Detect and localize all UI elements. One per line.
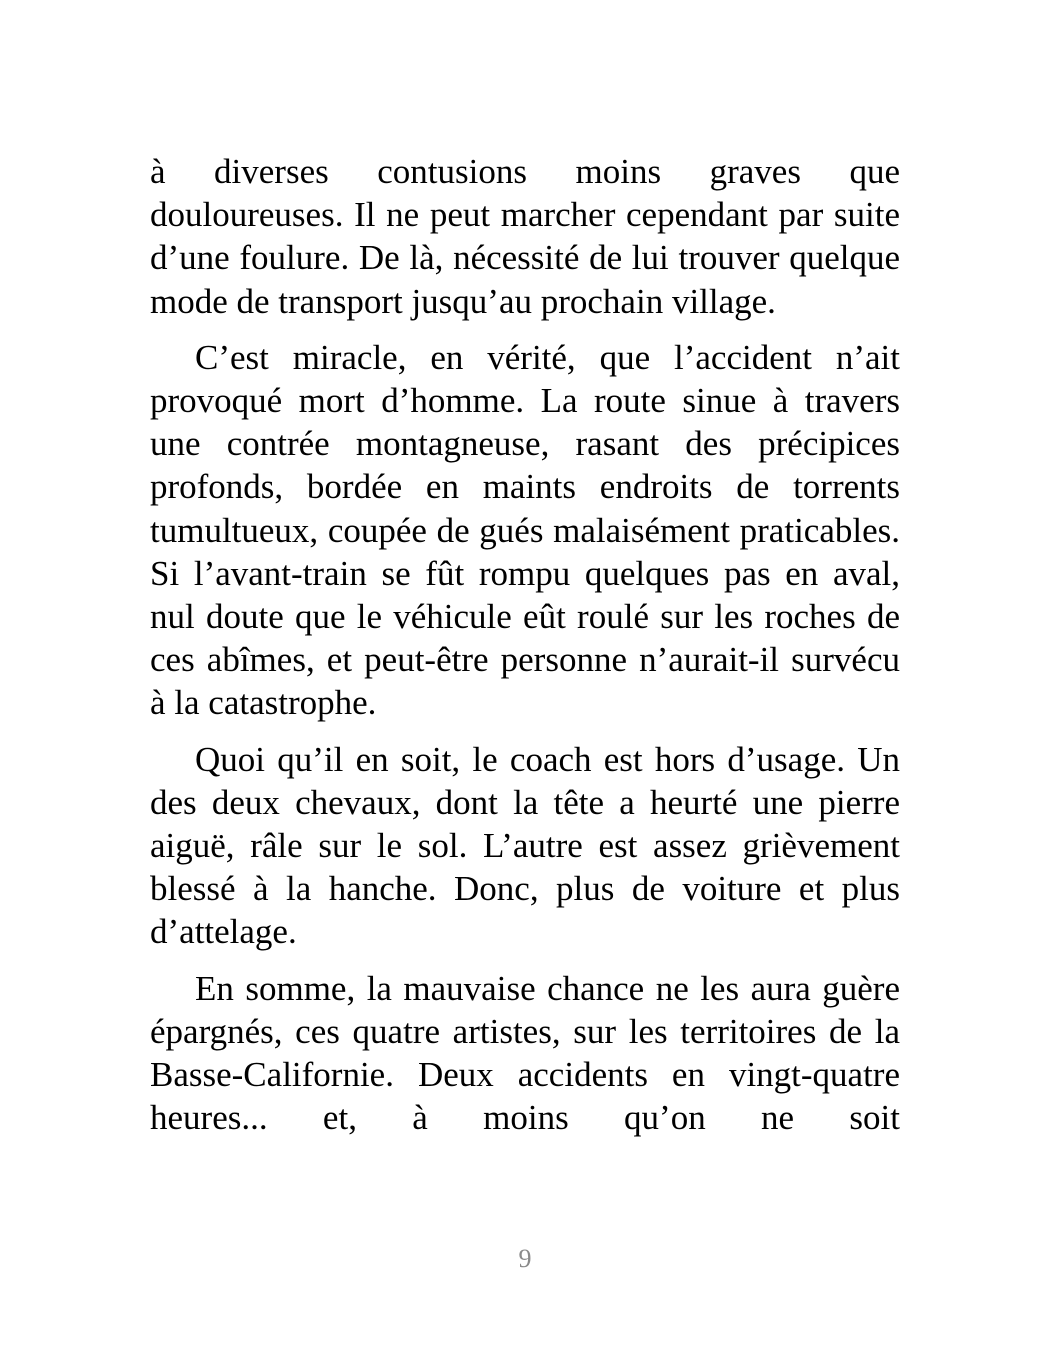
paragraph-continued: à diverses contusions moins graves que douloureuses. Il ne peut marcher cependant par suite d’une foulure. De là, nécessité de lui trouver quelque mode de transport jusqu’au prochain village. [150, 152, 900, 321]
paragraph-coach: Quoi qu’il en soit, le coach est hors d’usage. Un des deux chevaux, dont la tête a heurté une pierre aiguë, râle sur le sol. L’autre est assez grièvement blessé à la hanche. Donc, plus de voiture et plus d’attelage. [150, 739, 900, 952]
page-number: 9 [518, 1244, 532, 1273]
body-text [150, 150, 900, 1139]
paragraph-bad-luck: En somme, la mauvaise chance ne les aura guère épargnés, ces quatre artistes, sur les territoires de la Basse-Californie. Deux accidents en vingt-quatre heures... et, à moins qu’on ne soit [150, 968, 900, 1138]
paragraph-accident: C’est miracle, en vérité, que l’accident n’ait provoqué mort d’homme. La route sinue à travers une contrée montagneuse, rasant des précipices profonds, bordée en maints endroits de torrents tumultueux, coupée de gués malaisément praticables. Si l’avant-train se fût rompu quelques pas en aval, nul doute que le véhicule eût roulé sur les roches de ces abîmes, et peut-être personne n’aurait-il survécu à la catastrophe. [150, 337, 900, 723]
